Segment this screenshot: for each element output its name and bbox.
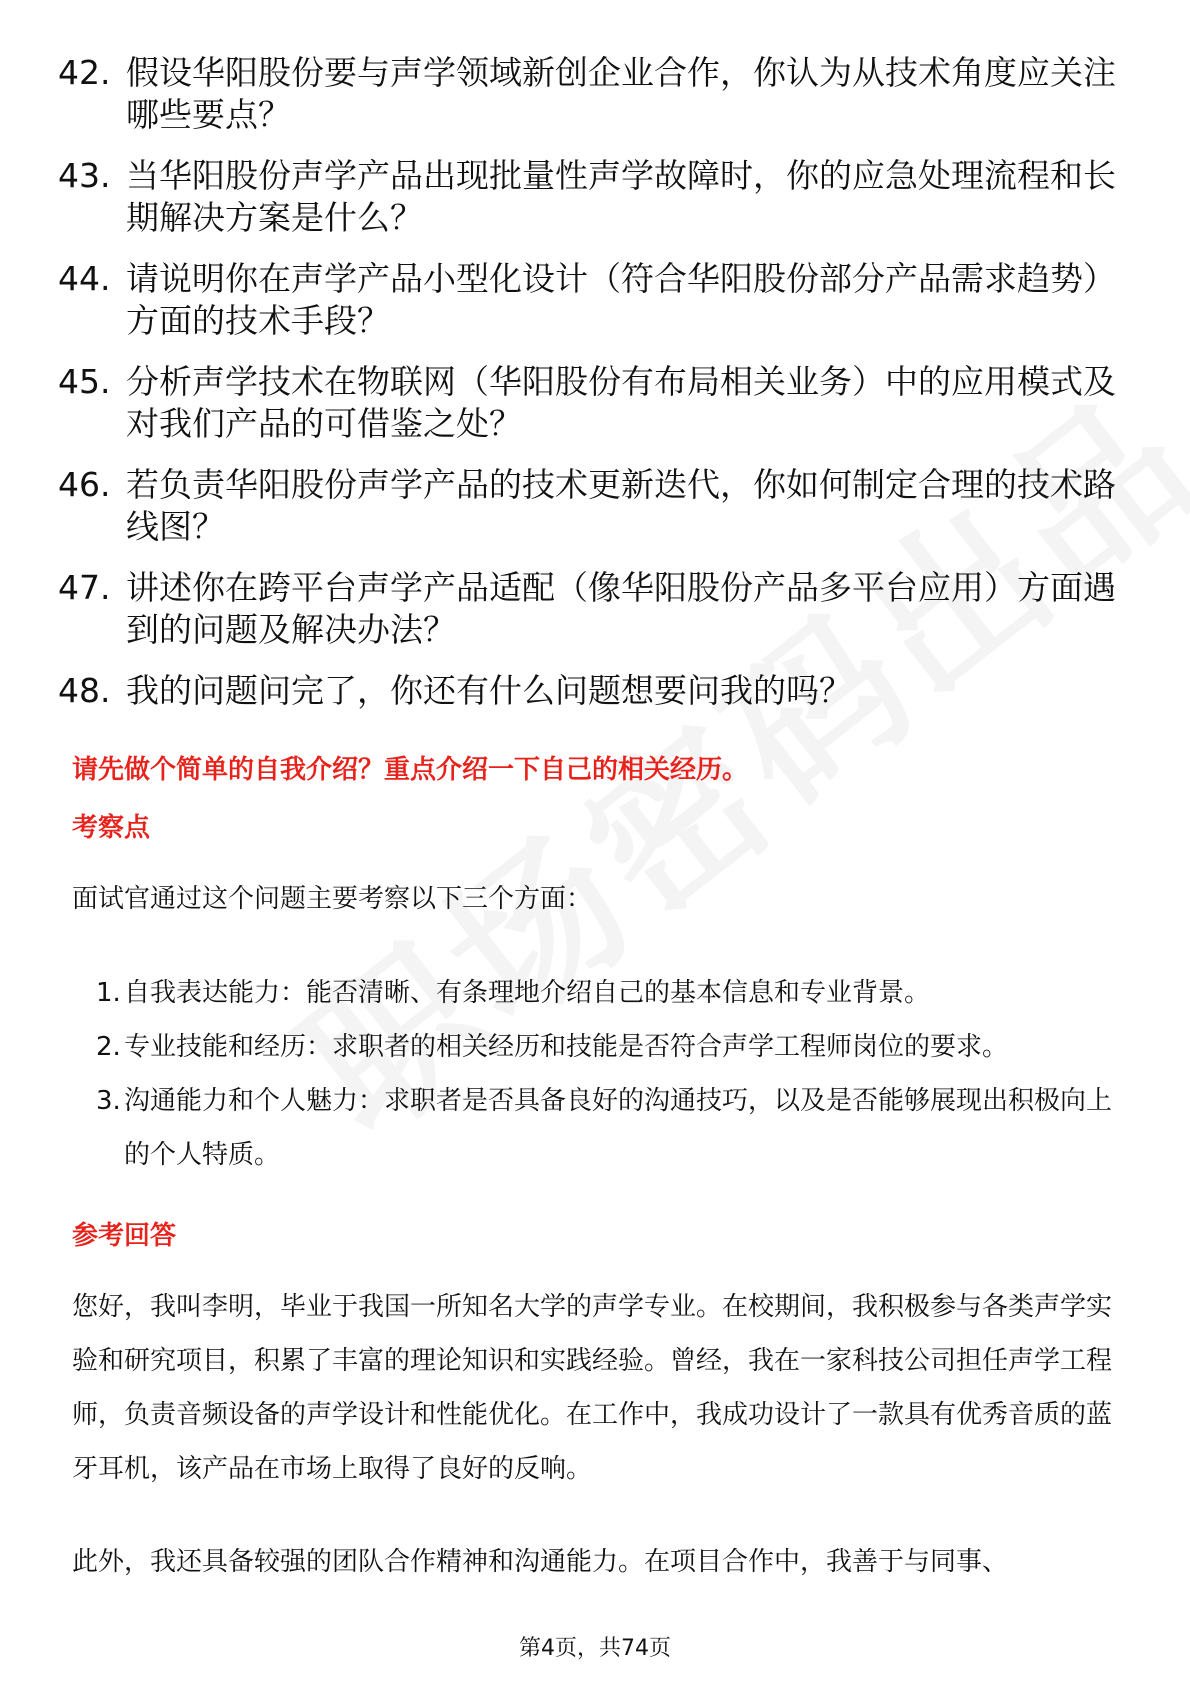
answer-paragraph: 此外，我还具备较强的团队合作精神和沟通能力。在项目合作中，我善于与同事、 [72, 1547, 1009, 1577]
question-text: 我的问题问完了，你还有什么问题想要问我的吗？ [126, 671, 852, 710]
question-item [58, 567, 1138, 651]
question-list [58, 52, 1138, 731]
question-item [58, 52, 1138, 136]
question-text: 若负责华阳股份声学产品的技术更新迭代，你如何制定合理的技术路线图？ [126, 465, 1116, 546]
kaochadian-intro: 面试官通过这个问题主要考察以下三个方面： [72, 884, 593, 914]
question-text: 讲述你在跨平台声学产品适配（像华阳股份产品多平台应用）方面遇到的问题及解决办法？ [126, 568, 1116, 649]
answer-heading: 参考回答 [72, 1221, 177, 1251]
question-item [58, 464, 1138, 548]
question-number: 46. [58, 465, 111, 504]
question-text: 当华阳股份声学产品出现批量性声学故障时，你的应急处理流程和长期解决方案是什么？ [126, 156, 1116, 237]
question-number: 45. [58, 362, 111, 401]
question-heading: 请先做个简单的自我介绍？重点介绍一下自己的相关经历。 [72, 755, 749, 785]
question-number: 43. [58, 156, 111, 195]
question-item [58, 361, 1138, 445]
question-item [58, 258, 1138, 342]
list-item-number: 1. [96, 978, 121, 1008]
question-number: 47. [58, 568, 111, 607]
list-item-number: 3. [96, 1086, 121, 1116]
question-text: 分析声学技术在物联网（华阳股份有布局相关业务）中的应用模式及对我们产品的可借鉴之处？ [126, 362, 1116, 443]
question-text: 假设华阳股份要与声学领域新创企业合作，你认为从技术角度应关注哪些要点？ [126, 53, 1116, 134]
page-footer: 第4页，共74页 [519, 1636, 671, 1661]
kaochadian-list [72, 966, 1132, 1182]
question-text: 请说明你在声学产品小型化设计（符合华阳股份部分产品需求趋势）方面的技术手段？ [126, 259, 1116, 340]
question-number: 42. [58, 53, 111, 92]
list-item-number: 2. [96, 1032, 121, 1062]
answer-paragraph: 您好，我叫李明，毕业于我国一所知名大学的声学专业。在校期间，我积极参与各类声学实验和研究项目，积累了丰富的理论知识和实践经验。曾经，我在一家科技公司担任声学工程师，负责音频设备的声学设计和性能优化。在工作中，我成功设计了一款具有优秀音质的蓝牙耳机，该产品在市场上取得了良好的反响。 [72, 1292, 1113, 1484]
list-item-text: 专业技能和经历：求职者的相关经历和技能是否符合声学工程师岗位的要求。 [124, 1032, 1009, 1062]
list-item-text: 沟通能力和个人魅力：求职者是否具备良好的沟通技巧，以及是否能够展现出积极向上的个人特质。 [124, 1086, 1113, 1170]
list-item [72, 966, 1132, 1020]
list-item [72, 1074, 1132, 1182]
question-item [58, 670, 1138, 712]
kaochadian-heading: 考察点 [72, 813, 151, 843]
question-number: 44. [58, 259, 111, 298]
list-item [72, 1020, 1132, 1074]
question-number: 48. [58, 671, 111, 710]
question-item [58, 155, 1138, 239]
list-item-text: 自我表达能力：能否清晰、有条理地介绍自己的基本信息和专业背景。 [124, 978, 931, 1008]
